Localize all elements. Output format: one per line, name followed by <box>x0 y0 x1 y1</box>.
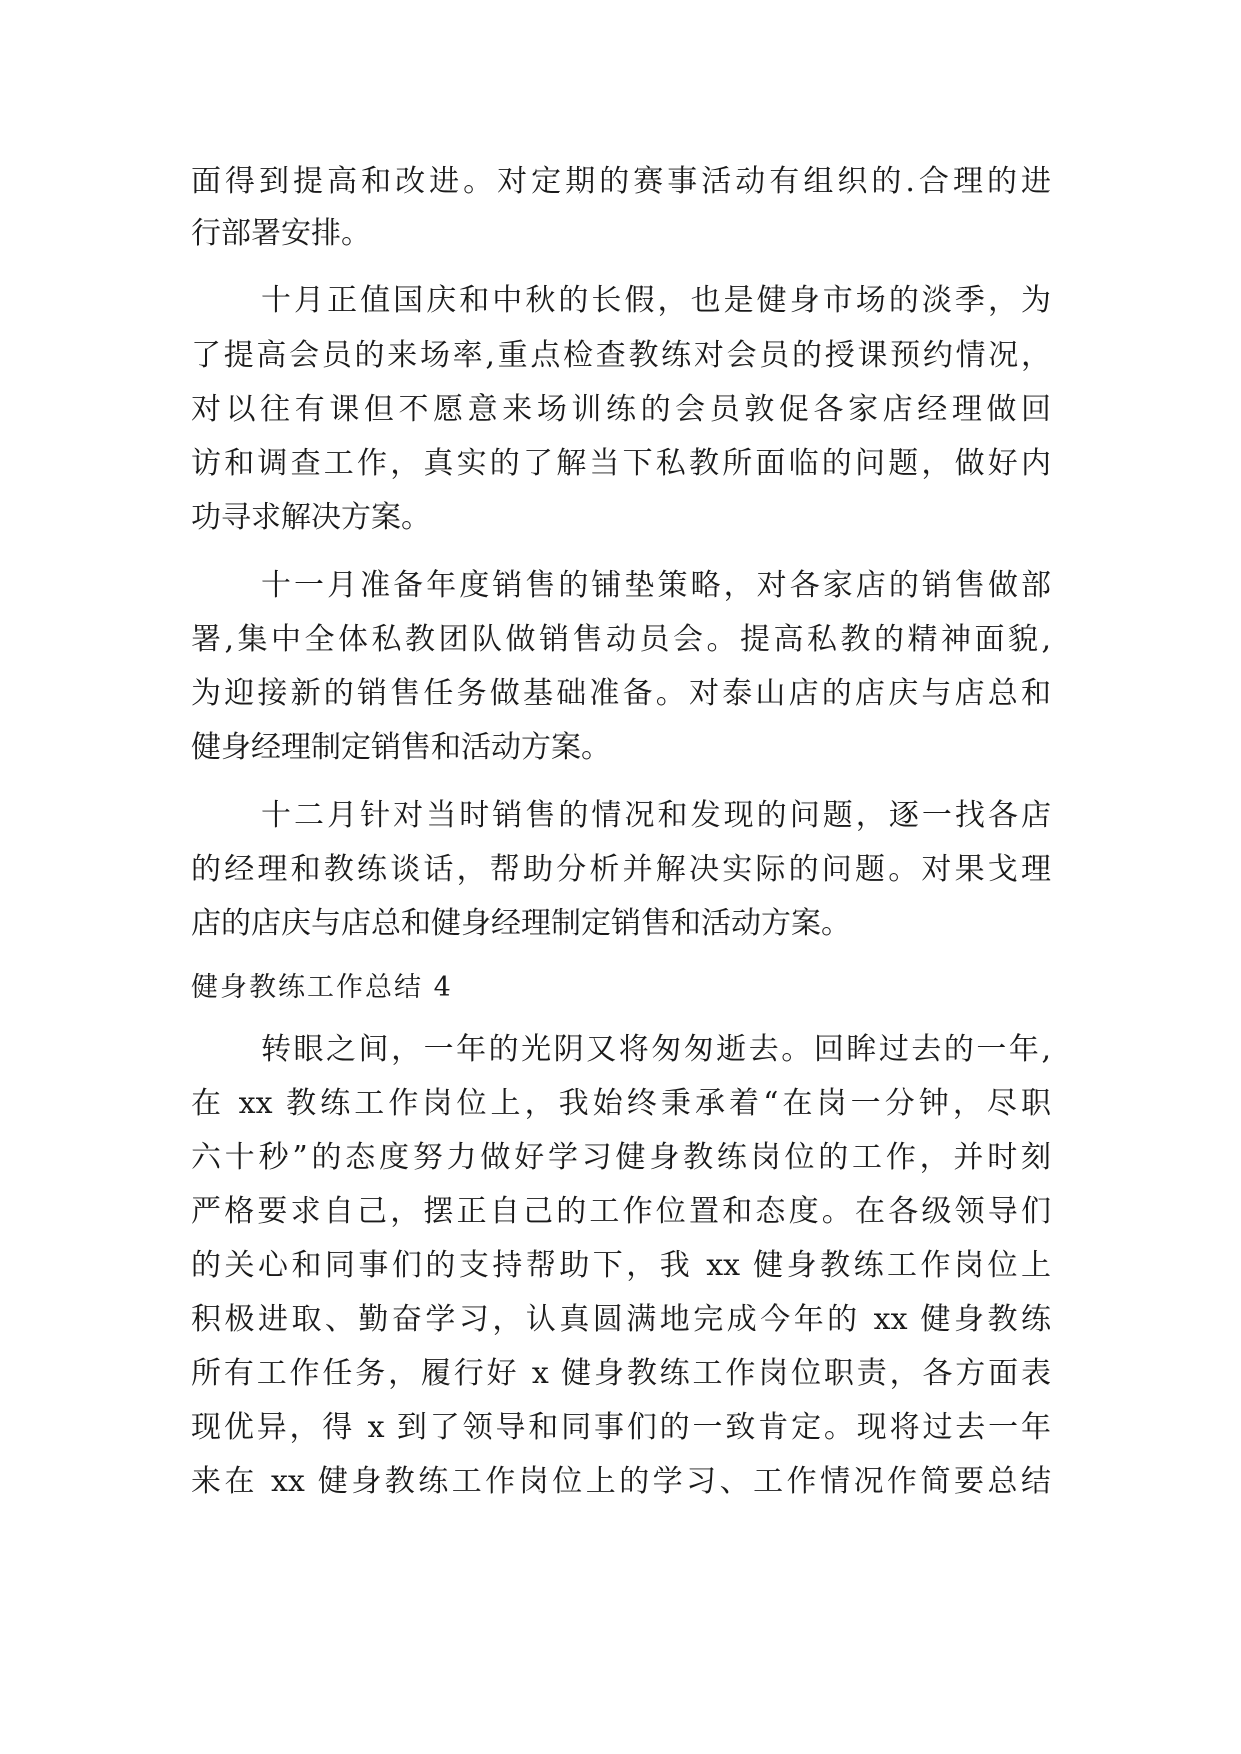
section-heading: 健身教练工作总结 4 <box>191 972 453 1003</box>
paragraph-start-line: 转眼之间，一年的光阴又将匆匆逝去。回眸过去的一年, <box>261 1032 1051 1067</box>
paragraph-start-line: 十一月准备年度销售的铺垫策略，对各家店的销售做部 <box>261 568 1051 603</box>
text-line: 访和调查工作，真实的了解当下私教所面临的问题，做好内 <box>191 446 1051 481</box>
text-line: 行部署安排。 <box>191 216 371 251</box>
text-line: 来在 xx 健身教练工作岗位上的学习、工作情况作简要总结 <box>191 1464 1051 1499</box>
text-line: 健身经理制定销售和活动方案。 <box>191 730 611 765</box>
paragraph-start-line: 十二月针对当时销售的情况和发现的问题，逐一找各店 <box>261 798 1051 833</box>
text-line: 对以往有课但不愿意来场训练的会员敦促各家店经理做回 <box>191 392 1051 427</box>
text-line: 署,集中全体私教团队做销售动员会。提高私教的精神面貌, <box>191 622 1051 657</box>
text-line: 所有工作任务，履行好 x 健身教练工作岗位职责，各方面表 <box>191 1356 1051 1391</box>
text-line: 功寻求解决方案。 <box>191 500 431 535</box>
text-line: 六十秒”的态度努力做好学习健身教练岗位的工作，并时刻 <box>191 1140 1051 1175</box>
text-line: 的关心和同事们的支持帮助下，我 xx 健身教练工作岗位上 <box>191 1248 1051 1283</box>
text-line: 积极进取、勤奋学习，认真圆满地完成今年的 xx 健身教练 <box>191 1302 1051 1337</box>
text-line: 了提高会员的来场率,重点检查教练对会员的授课预约情况， <box>191 338 1051 373</box>
document-body <box>191 0 1051 1754</box>
text-line: 面得到提高和改进。对定期的赛事活动有组织的.合理的进 <box>191 164 1051 199</box>
text-line: 店的店庆与店总和健身经理制定销售和活动方案。 <box>191 906 851 941</box>
paragraph-start-line: 十月正值国庆和中秋的长假，也是健身市场的淡季，为 <box>261 283 1051 318</box>
text-line: 严格要求自己，摆正自己的工作位置和态度。在各级领导们 <box>191 1194 1051 1229</box>
text-line: 现优异，得 x 到了领导和同事们的一致肯定。现将过去一年 <box>191 1410 1051 1445</box>
text-line: 在 xx 教练工作岗位上，我始终秉承着“在岗一分钟，尽职 <box>191 1086 1051 1121</box>
text-line: 为迎接新的销售任务做基础准备。对泰山店的店庆与店总和 <box>191 676 1051 711</box>
text-line: 的经理和教练谈话，帮助分析并解决实际的问题。对果戈理 <box>191 852 1051 887</box>
